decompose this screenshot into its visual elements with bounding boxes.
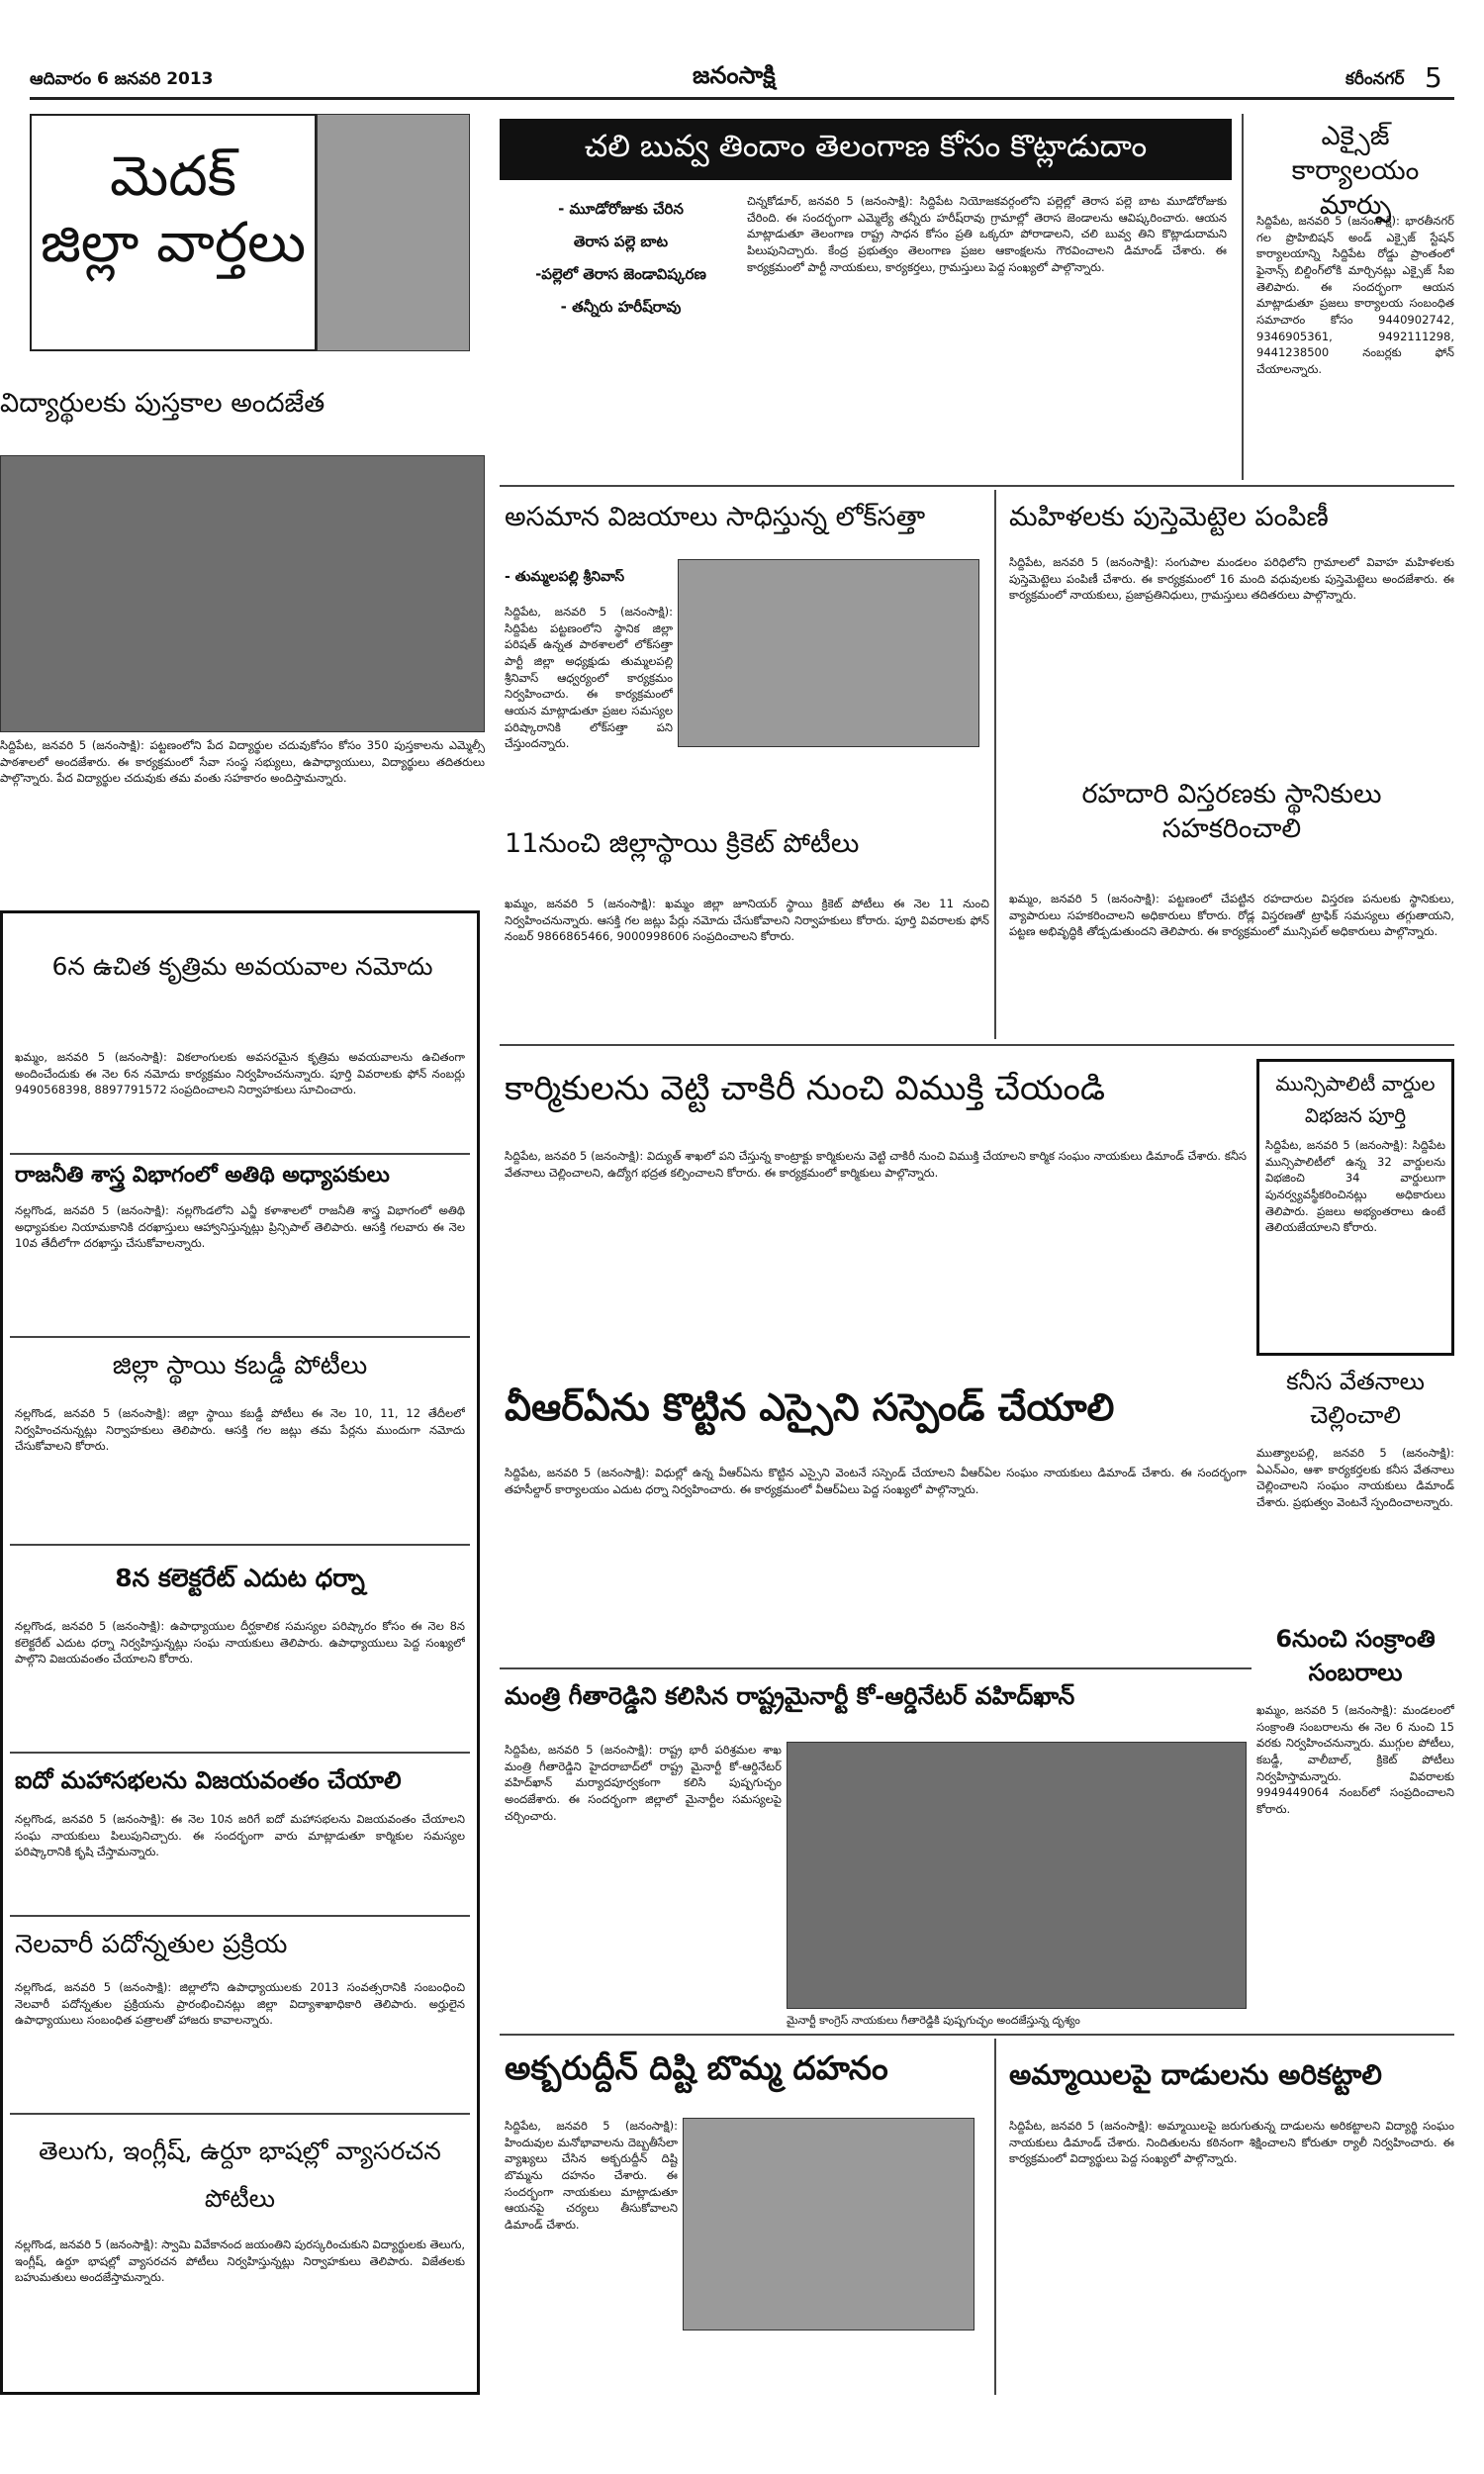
box-rule (10, 1153, 470, 1155)
bullet-2: తెరాస పల్లె బాట (573, 233, 669, 250)
box-rule (10, 1752, 470, 1754)
politics-title: రాజనీతి శాస్త్ర విభాగంలో అతిథి అధ్యాపకులు (15, 1163, 390, 1188)
women-body: సిద్దిపేట, జనవరి 5 (జనంసాక్షి): సంగుపాల మండలం పరిధిలోని గ్రామాలలో వివాహ మహిళలకు పుస్తెమెట్టెలు పంపిణీ చేశారు. ఈ కార్యక్రమంలో 16 మంది వధువులకు పుస్తెమెట్టెలు అందజేశారు. ఈ కార్యక్రమంలో నాయకులు, ప్రజాప్రతినిధులు, గ్రామస్తులు తదితరులు పాల్గొన్నారు. (1009, 555, 1454, 603)
loksatta-title: అసమాన విజయాలు సాధిస్తున్న లోక్‌సత్తా (505, 502, 926, 532)
dharna-body: నల్లగొండ, జనవరి 5 (జనంసాక్షి): ఉపాధ్యాయుల దీర్ఘకాలిక సమస్యల పరిష్కారం కోసం ఈ నెల 8న కలెక్టరేట్ ఎదుట ధర్నా నిర్వహిస్తున్నట్లు సంఘ నాయకులు తెలిపారు. ఉపాధ్యాయులు పెద్ద సంఖ్యలో పాల్గొని విజయవంతం చేయాలని కోరారు. (15, 1619, 465, 1666)
church-photo (317, 114, 470, 351)
workers-body: సిద్దిపేట, జనవరి 5 (జనంసాక్షి): విద్యుత్ శాఖలో పని చేస్తున్న కాంట్రాక్టు కార్మికులను వెట్టి చాకిరీ నుంచి విముక్తి చేయాలని కార్మిక సంఘం నాయకులు డిమాండ్ చేశారు. కనీస వేతనాలు చెల్లించాలని, ఉద్యోగ భద్రత కల్పించాలని కోరారు. ఈ కార్యక్రమంలో కార్మికులు పాల్గొన్నారు. (505, 1149, 1247, 1180)
politics-body: నల్లగొండ, జనవరి 5 (జనంసాక్షి): నల్లగొండలోని ఎన్జీ కళాశాలలో రాజనీతి శాస్త్ర విభాగంలో అతిథి అధ్యాపకుల నియామకానికి దరఖాస్తులు ఆహ్వానిస్తున్నట్లు ప్రిన్సిపాల్ తెలిపారు. ఆసక్తి గలవారు ఈ నెల 10వ తేదీలోగా దరఖాస్తు చేసుకోవాలన్నారు. (15, 1203, 465, 1251)
workers-title: కార్మికులను వెట్టి చాకిరీ నుంచి విముక్తి చేయండి (505, 1069, 1106, 1108)
municipality-body: సిద్దిపేట, జనవరి 5 (జనంసాక్షి): సిద్దిపేట మున్సిపాలిటీలో ఉన్న 32 వార్డులను విభజించి 34 వార్డులుగా పునర్వ్యవస్థీకరించినట్లు అధికారులు తెలిపారు. ప్రజలు అభ్యంతరాలు ఉంటే తెలియజేయాలని కోరారు. (1265, 1138, 1445, 1235)
si-body: సిద్దిపేట, జనవరి 5 (జనంసాక్షి): విధుల్లో ఉన్న వీఆర్‌ఏను కొట్టిన ఎస్సైని వెంటనే సస్పెండ్ చేయాలని వీఆర్‌ఏల సంఘం నాయకులు డిమాండ్ చేశారు. ఈ సందర్భంగా తహసీల్దార్ కార్యాలయం ఎదుట ధర్నా నిర్వహించారు. ఈ కార్యక్రమంలో వీఆర్‌ఏలు పెద్ద సంఖ్యలో పాల్గొన్నారు. (505, 1466, 1247, 1496)
top-story-body: చిన్నకోడూర్, జనవరి 5 (జనంసాక్షి): సిద్దిపేట నియోజకవర్గంలోని పల్లెల్లో తెరాస పల్లె బాట మూడోరోజుకు చేరింది. ఈ సందర్భంగా ఎమ్మెల్యే తన్నీరు హరీష్‌రావు గ్రామాల్లో తెరాస జెండాలను ఆవిష్కరించారు. ఆయన మాట్లాడుతూ తెలంగాణ రాష్ట్ర సాధన కోసం ప్రతి ఒక్కరూ పోరాడాలని, చలి బువ్వ తిని కొట్లాడుదామని పిలుపునిచ్చారు. కేంద్ర ప్రభుత్వం తెలంగాణ ప్రజల ఆకాంక్షలను గౌరవించాలని డిమాండ్ చేశారు. ఈ కార్యక్రమంలో పార్టీ నాయకులు, కార్యకర్తలు, గ్రామస్తులు పెద్ద సంఖ్యలో పాల్గొన్నారు. (747, 194, 1227, 274)
loksatta-photo (678, 559, 979, 747)
column-rule (1242, 114, 1244, 480)
essay-body: నల్లగొండ, జనవరి 5 (జనంసాక్షి): స్వామి వివేకానంద జయంతిని పురస్కరించుకుని విద్యార్థులకు తెలుగు, ఇంగ్లీష్, ఉర్దూ భాషల్లో వ్యాసరచన పోటీలు నిర్వహిస్తున్నట్లు నిర్వాహకులు తెలిపారు. విజేతలకు బహుమతులు అందజేస్తామన్నారు. (15, 2237, 465, 2285)
minister-caption: మైనార్టీ కాంగ్రెస్ నాయకులు గీతారెడ్డికి పుష్పగుచ్ఛం అందజేస్తున్న దృశ్యం (787, 2014, 1080, 2027)
students-title: విద్యార్థులకు పుస్తకాల అందజేత (0, 388, 325, 419)
kabaddi-title: జిల్లా స్థాయి కబడ్డీ పోటీలు (112, 1351, 368, 1380)
cricket-title: 11నుంచి జిల్లాస్థాయి క్రికెట్ పోటీలు (505, 828, 860, 859)
box-rule (10, 1915, 470, 1917)
artificial-body: ఖమ్మం, జనవరి 5 (జనంసాక్షి): వికలాంగులకు అవసరమైన కృత్రిమ అవయవాలను ఉచితంగా అందించేందుకు ఈ నెల 6న నమోదు కార్యక్రమం నిర్వహించనున్నారు. పూర్తి వివరాలకు ఫోన్ నంబర్లు 9490568398, 8897791572 సంప్రదించాలని నిర్వాహకులు సూచించారు. (15, 1050, 465, 1097)
sankranti-title: 6నుంచి సంక్రాంతి సంబరాలు (1275, 1625, 1436, 1686)
wages-title: కనీస వేతనాలు చెల్లించాలి (1286, 1368, 1425, 1429)
municipality-box (1256, 1059, 1454, 1356)
box-rule (10, 2113, 470, 2115)
mahasabha-title: ఐదో మహాసభలను విజయవంతం చేయాలి (15, 1766, 402, 1794)
header-rule (30, 97, 1454, 100)
bullet-4: - తన్నీరు హరీష్‌రావు (560, 298, 682, 316)
promotion-title: నెలవారీ పదోన్నతుల ప్రక్రియ (15, 1930, 288, 1959)
sankranti-body: ఖమ్మం, జనవరి 5 (జనంసాక్షి): మండలంలో సంక్రాంతి సంబరాలను ఈ నెల 6 నుంచి 15 వరకు నిర్వహించనున్నారు. ముగ్గుల పోటీలు, కబడ్డీ, వాలీబాల్, క్రికెట్ పోటీలు నిర్వహిస్తామన్నారు. వివరాలకు 9949449064 నంబర్‌లో సంప్రదించాలని కోరారు. (1256, 1703, 1454, 1817)
section-title-line1: మెదక్ (109, 144, 237, 209)
header-city: కరీంనగర్ (1345, 69, 1405, 89)
road-body: ఖమ్మం, జనవరి 5 (జనంసాక్షి): పట్టణంలో చేపట్టిన రహదారుల విస్తరణ పనులకు స్థానికులు, వ్యాపారులు సహకరించాలని అధికారులు కోరారు. రోడ్ల విస్తరణతో ట్రాఫిక్ సమస్యలు తగ్గుతాయని, పట్టణ అభివృద్ధికి తోడ్పడుతుందని తెలిపారు. ఈ కార్యక్రమంలో మున్సిపల్ అధికారులు పాల్గొన్నారు. (1009, 892, 1454, 939)
bullet-3: -పల్లెలో తెరాస జెండావిష్కరణ (535, 265, 706, 283)
paper-logo: జనంసాక్షి (693, 61, 776, 89)
girls-title: అమ్మాయిలపై దాడులను అరికట్టాలి (1009, 2058, 1382, 2091)
column-rule (994, 2039, 996, 2395)
artificial-title: 6న ఉచిత కృత్రిమ అవయవాల నమోదు (51, 952, 433, 981)
bullet-1: - మూడోరోజుకు చేరిన (558, 200, 684, 218)
kabaddi-body: నల్లగొండ, జనవరి 5 (జనంసాక్షి): జిల్లా స్థాయి కబడ్డీ పోటీలు ఈ నెల 10, 11, 12 తేదీలలో నిర్వహించనున్నట్లు నిర్వాహకులు తెలిపారు. ఆసక్తి గల జట్లు తమ పేర్లను ముందుగా నమోదు చేసుకోవాలని కోరారు. (15, 1406, 465, 1454)
road-title: రహదారి విస్తరణకు స్థానికులు సహకరించాలి (1081, 779, 1382, 845)
mahasabha-body: నల్లగొండ, జనవరి 5 (జనంసాక్షి): ఈ నెల 10న జరిగే ఐదో మహాసభలను విజయవంతం చేయాలని సంఘ నాయకులు పిలుపునిచ్చారు. ఈ సందర్భంగా వారు మాట్లాడుతూ కార్మికుల సమస్యల పరిష్కారానికి కృషి చేస్తామన్నారు. (15, 1812, 465, 1859)
effigy-body: సిద్దిపేట, జనవరి 5 (జనంసాక్షి): హిందువుల మనోభావాలను దెబ్బతీసేలా వ్యాఖ్యలు చేసిన అక్బరుద్దీన్ దిష్టి బొమ్మను దహనం చేశారు. ఈ సందర్భంగా నాయకులు మాట్లాడుతూ ఆయనపై చర్యలు తీసుకోవాలని డిమాండ్ చేశారు. (505, 2119, 678, 2233)
box-rule (10, 1544, 470, 1546)
row-rule (500, 1044, 1454, 1046)
section-title-line2: జిల్లా వార్తలు (40, 211, 307, 276)
row-rule (500, 1667, 1252, 1669)
promotion-body: నల్లగొండ, జనవరి 5 (జనంసాక్షి): జిల్లాలోని ఉపాధ్యాయులకు 2013 సంవత్సరానికి సంబంధించి నెలవారీ పదోన్నతుల ప్రక్రియను ప్రారంభించినట్లు జిల్లా విద్యాశాఖాధికారి తెలిపారు. అర్హులైన ఉపాధ్యాయులు సంబంధిత పత్రాలతో హాజరు కావాలన్నారు. (15, 1980, 465, 2028)
women-title: మహిళలకు పుస్తెమెట్టెల పంపిణీ (1009, 502, 1329, 532)
minister-title: మంత్రి గీతారెడ్డిని కలిసిన రాష్ట్రమైనార్టీ కో-ఆర్డినేటర్ వహిద్‌ఖాన్ (505, 1682, 1075, 1710)
effigy-photo (683, 2118, 974, 2331)
girls-body: సిద్దిపేట, జనవరి 5 (జనంసాక్షి): అమ్మాయిలపై జరుగుతున్న దాడులను అరికట్టాలని విద్యార్థి సంఘం నాయకులు డిమాండ్ చేశారు. నిందితులను కఠినంగా శిక్షించాలని కోరుతూ ర్యాలీ నిర్వహించారు. ఈ కార్యక్రమంలో విద్యార్థులు పెద్ద సంఖ్యలో పాల్గొన్నారు. (1009, 2119, 1454, 2166)
row-rule (500, 2034, 1454, 2036)
effigy-title: అక్బరుద్దీన్ దిష్టి బొమ్మ దహనం (505, 2048, 888, 2087)
students-body: సిద్దిపేట, జనవరి 5 (జనంసాక్షి): పట్టణంలోని పేద విద్యార్థుల చదువుకోసం కోసం 350 పుస్తకాలను ఎమ్మెల్సీ పాఠశాలలో అందజేశారు. ఈ కార్యక్రమంలో సేవా సంస్థ సభ్యులు, ఉపాధ్యాయులు, విద్యార్థులు తదితరులు పాల్గొన్నారు. పేద విద్యార్థుల చదువుకు తమ వంతు సహకారం అందిస్తామన్నారు. (0, 738, 485, 786)
header-date: ఆదివారం 6 జనవరి 2013 (30, 69, 214, 89)
si-title: వీఆర్‌ఏను కొట్టిన ఎస్సైని సస్పెండ్ చేయాలి (505, 1385, 1115, 1429)
students-photo (0, 455, 485, 732)
top-bullets (505, 193, 737, 324)
dharna-title: 8న కలెక్టరేట్ ఎదుట ధర్నా (115, 1564, 365, 1592)
section-title-box (30, 114, 317, 351)
row-rule (500, 485, 1454, 487)
excise-body: సిద్దిపేట, జనవరి 5 (జనంసాక్షి): భారతీనగర్ గల ప్రొహిబిషన్ అండ్ ఎక్సైజ్ స్టేషన్ కార్యాలయాన్ని సిద్దిపేట రోడ్డు ప్రాంతంలో ఫైనాన్స్ బిల్డింగ్‌లోకి మార్చినట్లు ఎక్సైజ్ సీఐ తెలిపారు. ఈ సందర్భంగా ఆయన మాట్లాడుతూ ప్రజలు కార్యాలయ సంబంధిత సమాచారం కోసం 9440902742, 9346905361, 9492111298, 9441238500 నంబర్లకు ఫోన్ చేయాలన్నారు. (1256, 214, 1454, 377)
wages-body: ముత్యాలపల్లి, జనవరి 5 (జనంసాక్షి): ఏఎన్‌ఎం, ఆశా కార్యకర్తలకు కనీస వేతనాలు చెల్లించాలని సంఘం నాయకులు డిమాండ్ చేశారు. ప్రభుత్వం వెంటనే స్పందించాలన్నారు. (1256, 1446, 1454, 1510)
top-headline: చలి బువ్వ తిందాం తెలంగాణ కోసం కొట్లాడుదాం (500, 119, 1232, 180)
minister-body: సిద్దిపేట, జనవరి 5 (జనంసాక్షి): రాష్ట్ర భారీ పరిశ్రమల శాఖ మంత్రి గీతారెడ్డిని హైదరాబాద్‌లో రాష్ట్ర మైనార్టీ కో-ఆర్డినేటర్ వహిద్‌ఖాన్ మర్యాదపూర్వకంగా కలిసి పుష్పగుచ్ఛం అందజేశారు. ఈ సందర్భంగా జిల్లాలో మైనార్టీల సమస్యలపై చర్చించారు. (505, 1743, 782, 1823)
loksatta-body: సిద్దిపేట, జనవరి 5 (జనంసాక్షి): సిద్దిపేట పట్టణంలోని స్థానిక జిల్లా పరిషత్ ఉన్నత పాఠశాలలో లోక్‌సత్తా పార్టీ జిల్లా అధ్యక్షుడు తుమ్మలపల్లి శ్రీనివాస్ ఆధ్వర్యంలో కార్యక్రమం నిర్వహించారు. ఈ కార్యక్రమంలో ఆయన మాట్లాడుతూ ప్రజల సమస్యల పరిష్కారానికి లోక్‌సత్తా పని చేస్తుందన్నారు. (505, 605, 673, 751)
cricket-body: ఖమ్మం, జనవరి 5 (జనంసాక్షి): ఖమ్మం జిల్లా జూనియర్ స్థాయి క్రికెట్ పోటీలు ఈ నెల 11 నుంచి నిర్వహించనున్నారు. ఆసక్తి గల జట్లు పేర్లు నమోదు చేసుకోవాలని నిర్వాహకులు కోరారు. పూర్తి వివరాలకు ఫోన్ నంబర్ 9866865466, 9000998606 సంప్రదించాలని కోరారు. (505, 897, 989, 944)
minister-photo (787, 1742, 1247, 2009)
loksatta-byline: - తుమ్మలపల్లి శ్రీనివాస్ (505, 569, 625, 585)
column-rule (994, 490, 996, 1039)
essay-title: తెలుగు, ఇంగ్లీష్, ఉర్దూ భాషల్లో వ్యాసరచన పోటీలు (39, 2137, 441, 2213)
page-number: 5 (1425, 61, 1442, 94)
municipality-title: మున్సిపాలిటీ వార్డుల విభజన పూర్తి (1275, 1072, 1436, 1127)
excise-title: ఎక్సైజ్ కార్యాలయం మార్పు (1291, 121, 1420, 222)
box-rule (10, 1336, 470, 1338)
